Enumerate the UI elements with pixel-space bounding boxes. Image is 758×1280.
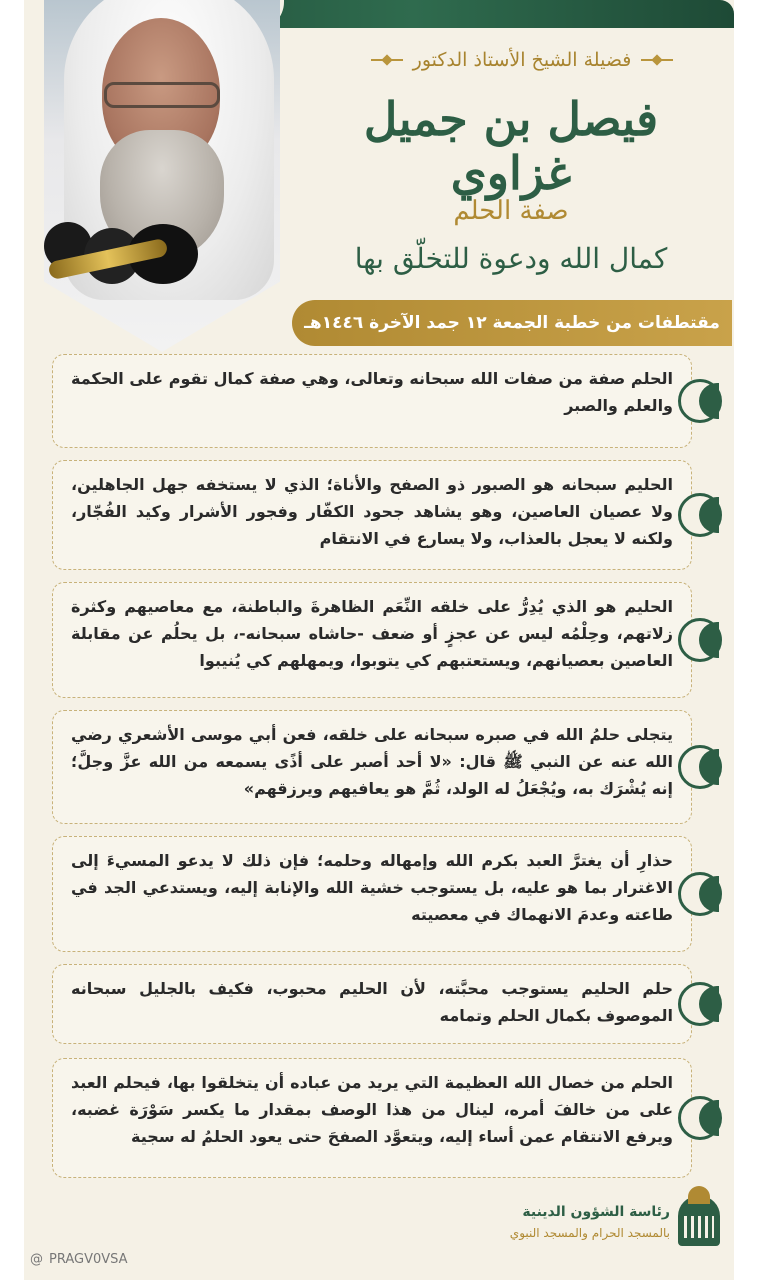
ornament-icon [371,57,403,63]
quote-card [52,836,692,952]
quote-card [52,460,692,570]
quote-card [52,710,692,824]
ornament-icon [641,57,673,63]
quote-text: الحلم من خصال الله العظيمة التي يريد من عباده أن يتخلقوا بها، فيحلم العبد على من خالفَ أمره، لينال من هذا الوصف بمقدار ما يكسر سَوْرَة غضبه، ويرفع الانتقام عمن أساء إليه، ويتعوَّد الصفحَ حتى يعود الحلمُ له سجية [71,1073,673,1146]
bullet-icon [678,618,722,662]
sheikh-portrait [44,0,280,352]
bullet-icon [678,982,722,1026]
subtitle-row [322,46,722,74]
quote-text: حلم الحليم يستوجب محبَّته، لأن الحليم محبوب، فكيف بالجليل سبحانه الموصوف بكمال الحلم وتمامه [71,979,673,1025]
sermon-date-bar [292,300,732,346]
organization-subtitle: بالمسجد الحرام والمسجد النبوي [509,1226,670,1240]
watermark-handle: PRAGV0VSA [49,1252,128,1267]
portrait-glasses [104,82,220,108]
quote-text: الحليم هو الذي يُدِرُّ على خلقه النِّعَم الظاهرةَ والباطنة، مع معاصيهم وكثرة زلاتهم، وحِلْمُه ليس عن عجزٍ أو ضعف -حاشاه سبحانه-، بل يحلُم عن مقابلة العاصين بعصيانهم، ويستعتبهم كي يتوبوا، ويمهلهم كي يُنيبوا [71,597,673,670]
at-sign-icon: @ [30,1252,43,1267]
quote-card [52,582,692,698]
bullet-icon [678,872,722,916]
bullet-icon [678,493,722,537]
watermark [30,1252,128,1267]
quote-text: الحلم صفة من صفات الله سبحانه وتعالى، وهي صفة كمال تقوم على الحكمة والعلم والصبر [71,369,673,415]
organization-name: رئاسة الشؤون الدينية [522,1204,670,1220]
topic-subheading: كمال الله ودعوة للتخلّق بها [354,242,668,275]
quote-text: حذارِ أن يغترَّ العبد بكرم الله وإمهاله وحلمه؛ فإن ذلك لا يدعو المسيءَ إلى الاغترار بما هو عليه، بل يستوجب خشية الله والإنابة إليه، ويستدعي الجد في طاعته وعدمَ الانهماك في معصيته [71,851,673,924]
sermon-date-label: مقتطفات من خطبة الجمعة ١٢ جمد الآخرة ١٤٤٦هـ [304,313,720,333]
quote-text: الحليم سبحانه هو الصبور ذو الصفح والأناة؛ الذي لا يستخفه جهل الجاهلين، ولا عصيان العاصين، وهو يشاهد جحود الكفّار وفجور الأشرار وكيد الفُجّار، ولكنه لا يعجل بالعذاب، ولا يسارع في الانتقام [71,475,673,548]
speaker-title: فضيلة الشيخ الأستاذ الدكتور [412,49,632,71]
speaker-name: فيصل بن جميل غزاوي [363,92,659,200]
quote-card [52,1058,692,1178]
quote-card [52,354,692,448]
bullet-icon [678,379,722,423]
topic-heading: صفة الحلم [453,196,569,226]
bullet-icon [678,1096,722,1140]
bullet-icon [678,745,722,789]
quote-text: يتجلى حلمُ الله في صبره سبحانه على خلقه، فعن أبي موسى الأشعري رضي الله عنه عن النبي ﷺ قال: «لا أحد أصبر على أذًى يسمعه من الله عزَّ وجلَّ؛ إنه يُشْرَك به، ويُجْعَلُ له الولد، ثُمَّ هو يعافيهم ويرزقهم» [71,725,673,798]
quote-card [52,964,692,1044]
presidency-logo-icon [676,1186,722,1248]
